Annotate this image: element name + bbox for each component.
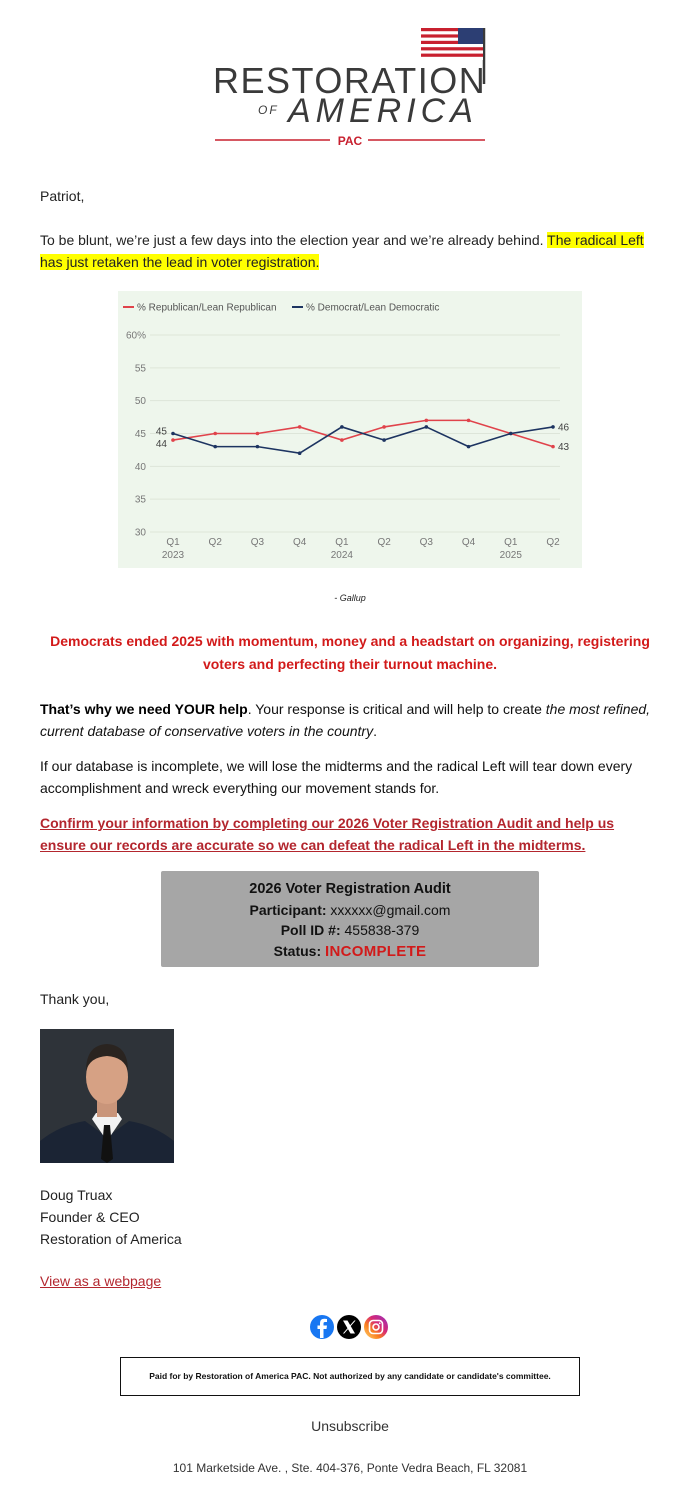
x-tick-label: Q3 [419,537,434,548]
data-point [467,445,471,449]
logo-pac: PAC [337,134,363,148]
signature-org: Restoration of America [40,1231,182,1247]
logo-line1: RESTORATION [213,60,487,101]
audit-poll-id [161,920,539,941]
portrait-illustration [40,1029,174,1163]
data-point [425,419,429,423]
y-tick-label: 50 [134,396,146,408]
x-tick-label: Q4 [292,537,307,548]
y-tick-label: 35 [134,494,146,506]
chart-svg [118,291,582,568]
x-year-label: 2025 [499,550,522,561]
intro-highlight: The radical Left has just retaken the lead in voter registration. [40,232,644,270]
y-tick-label: 55 [134,363,146,375]
registration-chart [118,291,582,568]
portrait-photo [40,1029,174,1163]
data-point [382,438,386,442]
x-tick-label: Q1 [335,537,349,548]
y-tick-label: 60% [125,330,146,342]
series-end-label: 46 [558,422,570,434]
logo-of: OF [258,103,279,117]
data-point [213,445,217,449]
disclaimer-box: Paid for by Restoration of America PAC. Not authorized by any candidate or candidate's committee. [120,1357,580,1396]
logo-graphic [200,22,500,152]
logo [200,22,500,152]
help-paragraph [40,698,660,742]
participant-label: Participant: [249,901,327,918]
data-point [340,438,344,442]
series-start-label: 45 [155,426,167,438]
x-tick-label: Q2 [546,537,560,548]
database-paragraph: If our database is incomplete, we will lose the midterms and the radical Left will tear down every accomplishment and wreck everything our movement stands for. [40,758,633,796]
legend-republican: % Republican/Lean Republican [137,302,277,314]
x-tick-label: Q2 [377,537,391,548]
series-line-1 [173,427,553,453]
data-point [171,438,175,442]
data-point [509,432,513,436]
unsubscribe-link[interactable]: Unsubscribe [311,1418,389,1434]
instagram-icon[interactable] [364,1315,388,1339]
audit-link[interactable]: Confirm your information by completing our 2026 Voter Registration Audit and help us ensure our records are accurate so we can defeat the radical Left in the midterms. [40,815,615,853]
red-statement: Democrats ended 2025 with momentum, money and a headstart on organizing, registering voters and perfecting their turnout machine. [50,633,650,672]
chart-legend [123,303,439,314]
y-tick-label: 40 [134,461,146,473]
audit-participant [161,900,539,921]
data-point [171,432,175,436]
view-webpage-row [40,1270,660,1292]
data-point [467,419,471,423]
data-point [551,425,555,429]
data-point [298,451,302,455]
data-point [382,425,386,429]
x-year-label: 2023 [161,550,185,561]
legend-democrat: % Democrat/Lean Democratic [306,302,440,314]
help-bold: That’s why we need YOUR help [40,701,248,717]
participant-value: xxxxxx@gmail.com [326,901,451,918]
data-point [425,425,429,429]
audit-status [161,941,539,963]
data-point [256,432,260,436]
x-tick-label: Q4 [461,537,476,548]
help-mid: . Your response is critical and will help to create [247,701,546,717]
intro-text: To be blunt, we’re just a few days into the election year and we’re already behind. [40,232,548,248]
salutation: Patriot, [40,188,85,204]
series-end-label: 43 [558,442,570,454]
poll-value: 455838-379 [340,922,420,938]
help-end: . [373,723,377,739]
x-tick-label: Q1 [504,537,518,548]
logo-line2: AMERICA [288,92,478,130]
y-tick-label: 45 [134,429,146,440]
help-italic: the most refined, current database of conservative voters in the country [40,701,651,739]
x-tick-label: Q3 [250,537,265,548]
signature-title: Founder & CEO [40,1209,140,1225]
data-point [256,445,260,449]
series-start-label: 44 [155,439,167,451]
data-point [213,432,217,436]
unsubscribe-row [0,1418,700,1434]
mailing-address: 101 Marketside Ave. , Ste. 404-376, Ponte Vedra Beach, FL 32081 [172,1461,528,1475]
status-label: Status: [273,942,322,959]
data-point [298,425,302,429]
intro-paragraph [40,229,660,273]
cta-paragraph [40,812,660,856]
status-value: INCOMPLETE [325,942,427,960]
facebook-icon[interactable] [310,1315,334,1339]
thanks: Thank you, [40,991,110,1007]
data-point [551,445,555,449]
y-tick-label: 30 [134,527,146,539]
audit-button[interactable] [161,871,539,967]
x-tick-label: Q2 [208,537,222,548]
social-icons [310,1314,390,1340]
poll-label: Poll ID #: [280,922,341,938]
view-webpage-link[interactable]: View as a webpage [40,1273,162,1289]
chart-source: - Gallup [334,593,366,603]
x-year-label: 2024 [330,550,354,561]
x-tick-label: Q1 [166,537,180,548]
x-icon[interactable] [337,1315,361,1339]
audit-title: 2026 Voter Registration Audit [249,881,451,897]
data-point [340,425,344,429]
signature-name: Doug Truax [40,1187,113,1203]
